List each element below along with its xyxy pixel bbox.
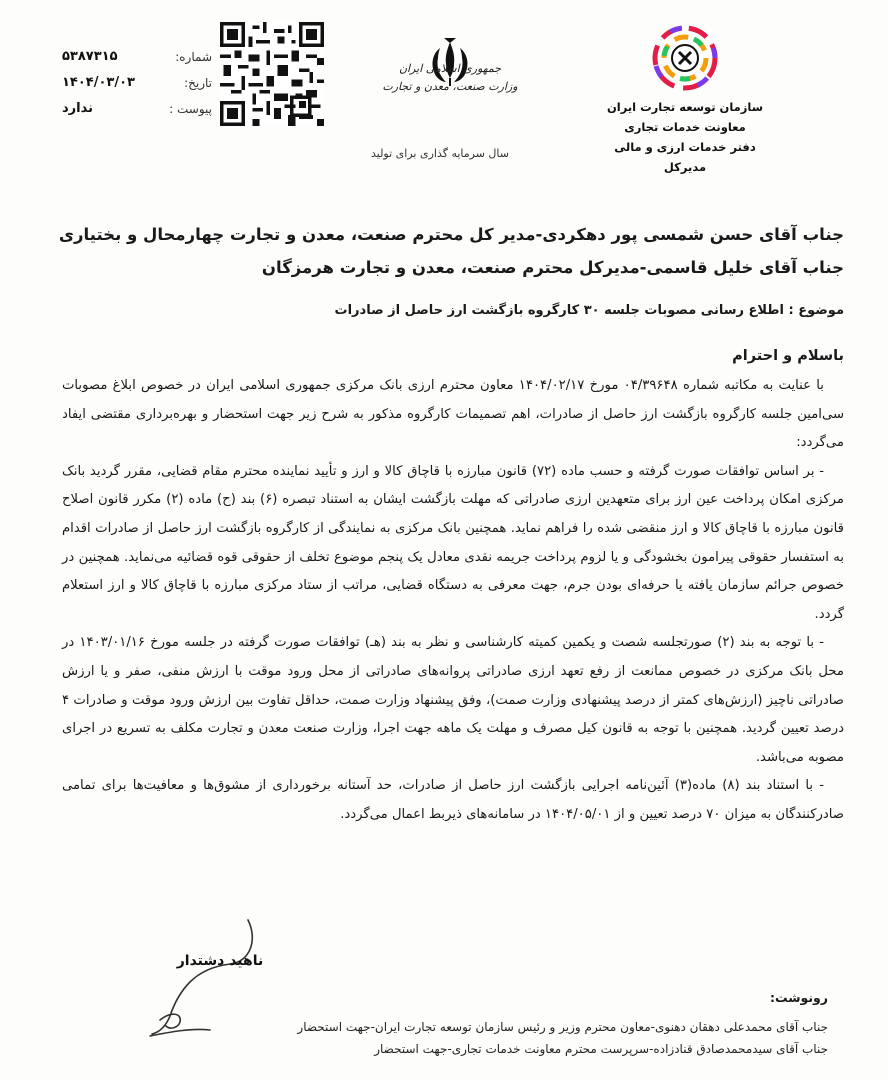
body-paragraph: - بر اساس توافقات صورت گرفته و حسب ماده (۷۲) قانون مبارزه با قاچاق کالا و ارز و تأیید نماینده محترم مقام قضایی، مقرر گردید بانک مرکزی امکان پرداخت عین ارز برای متعهدین ارزی صادراتی که مهلت بازگشت ایشان به استناد تبصره (۶) بند (ح) ماده (۲) مکرر قانون اصلاح قانون مبارزه با قاچاق کالا و ارز منقضی شده را فراهم نماید. همچنین بانک مرکزی به نمایندگی از کارگروه بازگشت ارز حاصل از صادرات اقدام به استفسار حقوقی پیرامون بخشودگی و یا لزوم پرداخت جریمه نقدی معادل یک پنجم موضوع تخلف از حقوقی قوه قضائیه می‌نماید. همچنین در خصوص جرائم سازمان یافته یا حرفه‌ای بودن جرم، جهت معرفی به دستگاه قضایی، مراتب از ستاد مرکزی مبارزه با قاچاق کالا و ارز استعلام گردد. — [62, 463, 844, 622]
letter-subject: موضوع : اطلاع رسانی مصوبات جلسه ۳۰ کارگروه بازگشت ارز حاصل از صادرات — [334, 303, 844, 318]
body-paragraph: با عنایت به مکاتبه شماره ۰۴/۳۹۶۴۸ مورخ ۱۴۰۴/۰۲/۱۷ معاون محترم ارزی بانک مرکزی جمهوری اسلامی ایران در خصوص ابلاغ مصوبات سی‌امین جلسه کارگروه بازگشت ارز حاصل از صادرات، اهم تصمیمات کارگروه مذکور به شرح زیر جهت استحضار و بهره‌برداری مقتضی ایفاد می‌گردد: — [62, 378, 844, 451]
attachment-label: پیوست : — [169, 102, 212, 116]
date-label: تاریخ: — [184, 76, 212, 90]
letter-meta — [62, 44, 212, 122]
recipient-line: جناب آقای حسن شمسی پور دهکردی-مدیر کل محترم صنعت، معدن و تجارت چهارمحال و بختیاری — [58, 225, 844, 244]
ministry-line-2: وزارت صنعت، معدن و تجارت — [382, 80, 518, 93]
org-line-3: دفتر خدمات ارزی و مالی — [614, 140, 756, 154]
recipient-line: جناب آقای خلیل قاسمی-مدیرکل محترم صنعت، معدن و تجارت هرمزگان — [261, 258, 844, 277]
qr-code-icon — [220, 16, 324, 132]
body-paragraph: - با توجه به بند (۲) صورتجلسه شصت و یکمین کمیته کارشناسی و نظر به بند (هـ) توافقات صورت گرفته در جلسه مورخ ۱۴۰۳/۰۱/۱۶ در محل بانک مرکزی در خصوص ممانعت از رفع تعهد ارزی صادراتی پروانه‌های صادراتی از محل ورود موقت با ارزش منفی، صفر و یا ارزش صادراتی ناچیز (ارزش‌های کمتر از درصد پیشنهادی وزارت صمت)، وفق پیشنهاد وزارت صمت، حداقل تفاوت بین ارزش ورود موقت و صادرات ۴ درصد تعیین گردید. همچنین با توجه به قانون کیل مصرف و مهلت یک ماهه جهت اجرا، وزارت صنعت معدن و تجارت مکلف به تسریع در اجرای مصوبه می‌باشد. — [62, 635, 844, 765]
year-slogan: سال سرمایه گذاری برای تولید — [370, 147, 509, 160]
date-value: ۱۴۰۴/۰۳/۰۳ — [62, 75, 135, 90]
recipients — [30, 218, 844, 284]
cc-list — [30, 1016, 828, 1060]
signer-name: ناهید دشتدار — [176, 953, 264, 969]
number-label: شماره: — [175, 50, 212, 64]
ministry-name — [380, 60, 520, 96]
cc-item: جناب آقای سیدمحمدصادق قنادزاده-سرپرست محترم معاونت خدمات تجاری-جهت استحضار — [374, 1042, 828, 1056]
number-value: ۵۳۸۷۳۱۵ — [62, 49, 118, 64]
org-line-1: سازمان توسعه تجارت ایران — [606, 100, 764, 114]
cc-title: رونوشت: — [769, 990, 828, 1005]
tpo-logo-icon — [630, 10, 740, 106]
ministry-line-1: جمهوری اسلامی ایران — [398, 62, 502, 75]
body-paragraph: - با استناد بند (۸) ماده(۳) آئین‌نامه اجرایی بازگشت ارز حاصل از صادرات، حد آستانه برخورداری از مشوق‌ها و معافیت‌ها برای تمامی صادرکنندگان به میزان ۷۰ درصد تعیین و از ۱۴۰۴/۰۵/۰۱ در سامانه‌های ذیربط اعمال می‌گردد. — [62, 778, 844, 822]
cc-item: جناب آقای محمدعلی دهقان دهنوی-معاون محترم وزیر و رئیس سازمان توسعه تجارت ایران-جهت استحضار — [297, 1020, 828, 1034]
letter-body — [62, 372, 844, 830]
organization-header — [600, 97, 770, 177]
attachment-value: ندارد — [62, 101, 94, 116]
greeting: باسلام و احترام — [732, 348, 844, 364]
org-line-2: معاونت خدمات تجاری — [624, 120, 746, 134]
org-line-4: مدیرکل — [663, 160, 707, 174]
